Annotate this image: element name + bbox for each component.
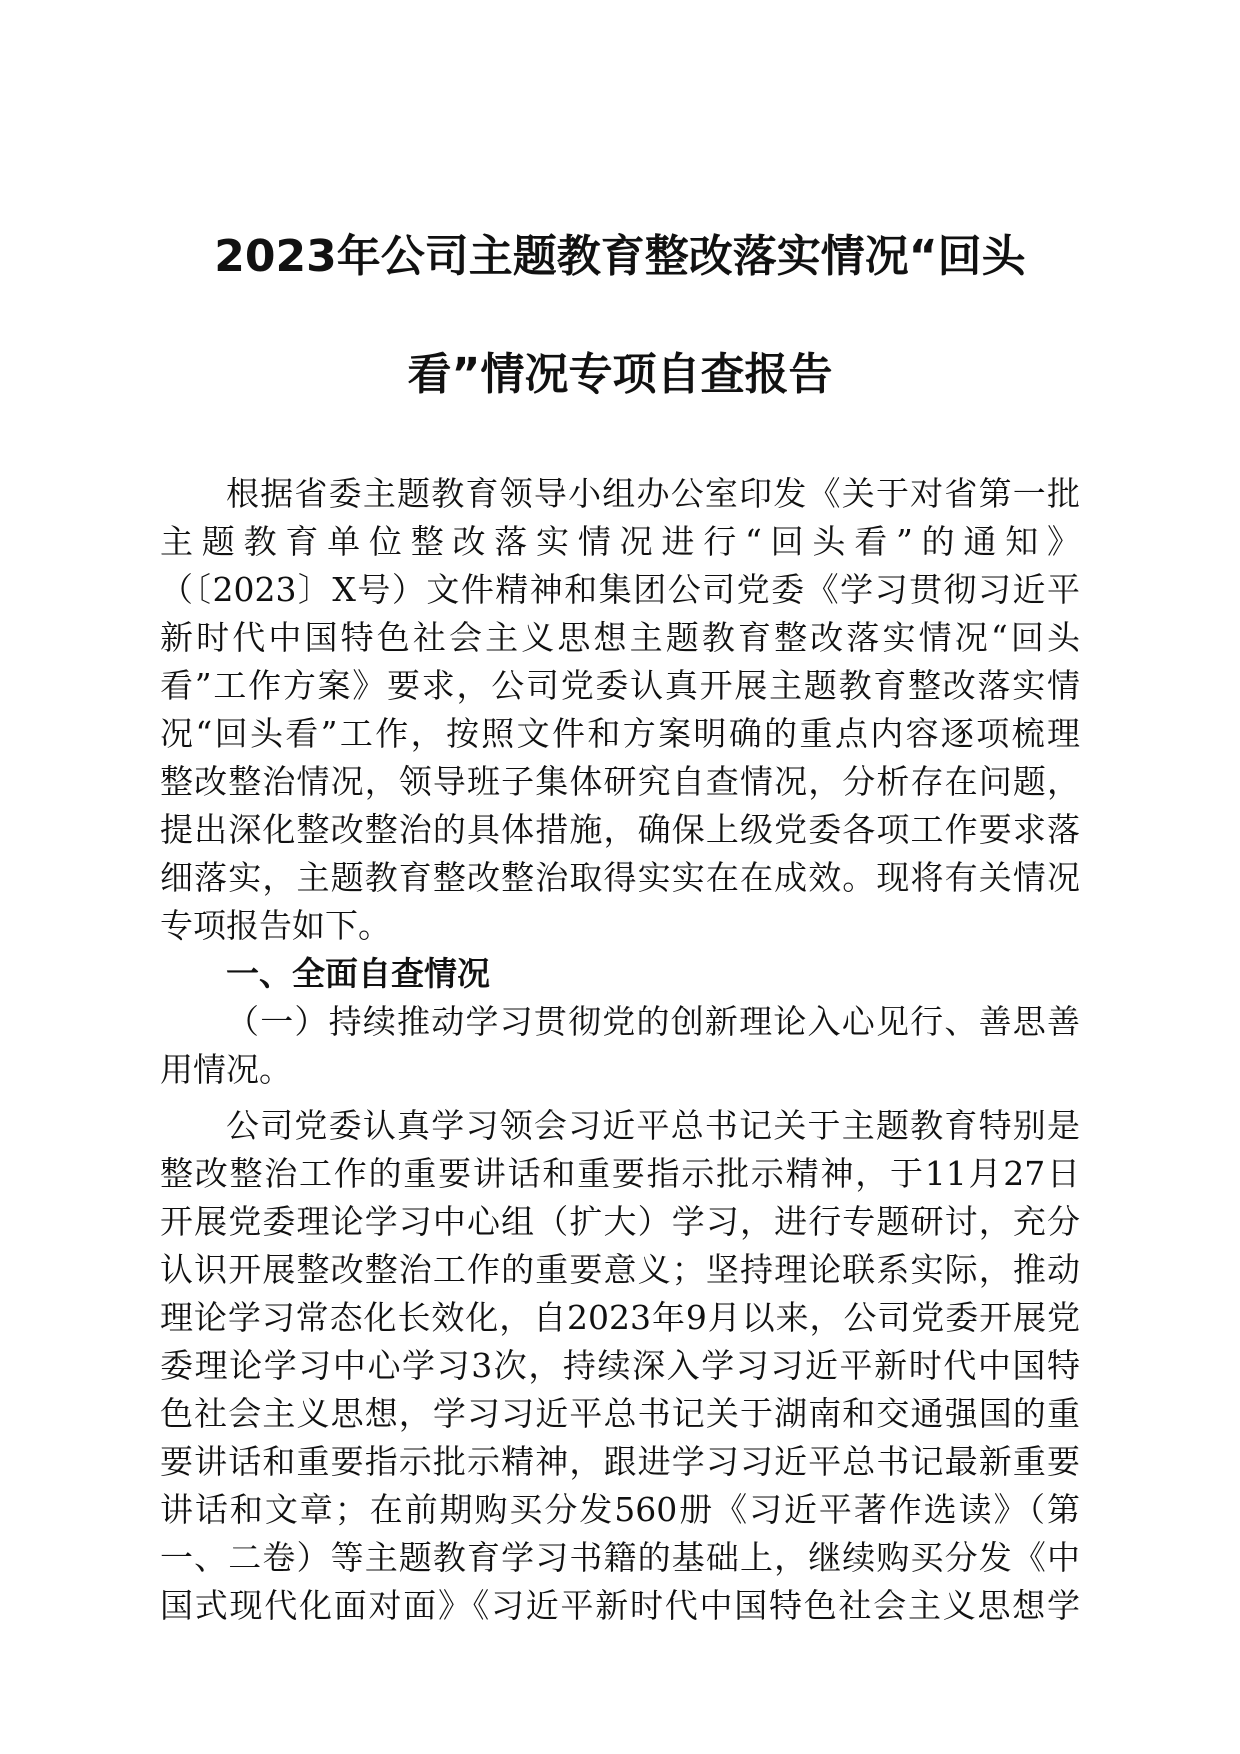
paragraph-2-line: 开展党委理论学习中心组（扩大）学习，进行专题研讨，充分	[160, 1202, 1080, 1241]
paragraph-1-line: （〔2023〕X号）文件精神和集团公司党委《学习贯彻习近平	[160, 570, 1080, 609]
paragraph-1-line: 主题教育单位整改落实情况进行“回头看”的通知》	[160, 522, 1080, 561]
paragraph-2-line: 理论学习常态化长效化，自2023年9月以来，公司党委开展党	[160, 1298, 1080, 1337]
paragraph-2-line: 色社会主义思想，学习习近平总书记关于湖南和交通强国的重	[160, 1394, 1080, 1433]
document-title-line-2: 看”情况专项自查报告	[407, 349, 833, 400]
paragraph-1-line: 况“回头看”工作，按照文件和方案明确的重点内容逐项梳理	[160, 714, 1080, 753]
paragraph-1-line: 提出深化整改整治的具体措施，确保上级党委各项工作要求落	[160, 810, 1080, 849]
paragraph-1-line: 看”工作方案》要求，公司党委认真开展主题教育整改落实情	[160, 666, 1080, 705]
paragraph-1-line: 整改整治情况，领导班子集体研究自查情况，分析存在问题，	[160, 762, 1080, 801]
paragraph-2-line: 委理论学习中心学习3次，持续深入学习习近平新时代中国特	[160, 1346, 1080, 1385]
paragraph-2-line: 整改整治工作的重要讲话和重要指示批示精神，于11月27日	[160, 1154, 1080, 1193]
subsection-heading-line: （一）持续推动学习贯彻党的创新理论入心见行、善思善	[226, 1002, 1080, 1041]
document-title-line-1: 2023年公司主题教育整改落实情况“回头	[214, 231, 1026, 282]
paragraph-1-line: 细落实，主题教育整改整治取得实实在在成效。现将有关情况	[160, 858, 1080, 897]
section-heading: 一、全面自查情况	[226, 954, 490, 993]
subsection-heading-line: 用情况。	[160, 1050, 292, 1089]
paragraph-2-line: 讲话和文章；在前期购买分发560册《习近平著作选读》（第	[160, 1490, 1080, 1529]
paragraph-2-line: 认识开展整改整治工作的重要意义；坚持理论联系实际，推动	[160, 1250, 1080, 1289]
paragraph-2-line: 一、二卷）等主题教育学习书籍的基础上，继续购买分发《中	[160, 1538, 1080, 1577]
paragraph-2-line: 要讲话和重要指示批示精神，跟进学习习近平总书记最新重要	[160, 1442, 1080, 1481]
paragraph-1-line: 专项报告如下。	[160, 906, 391, 945]
paragraph-1-line: 新时代中国特色社会主义思想主题教育整改落实情况“回头	[160, 618, 1080, 657]
paragraph-2-line: 国式现代化面对面》《习近平新时代中国特色社会主义思想学	[160, 1586, 1080, 1625]
paragraph-2-line: 公司党委认真学习领会习近平总书记关于主题教育特别是	[226, 1106, 1080, 1145]
paragraph-1-line: 根据省委主题教育领导小组办公室印发《关于对省第一批	[226, 474, 1080, 513]
